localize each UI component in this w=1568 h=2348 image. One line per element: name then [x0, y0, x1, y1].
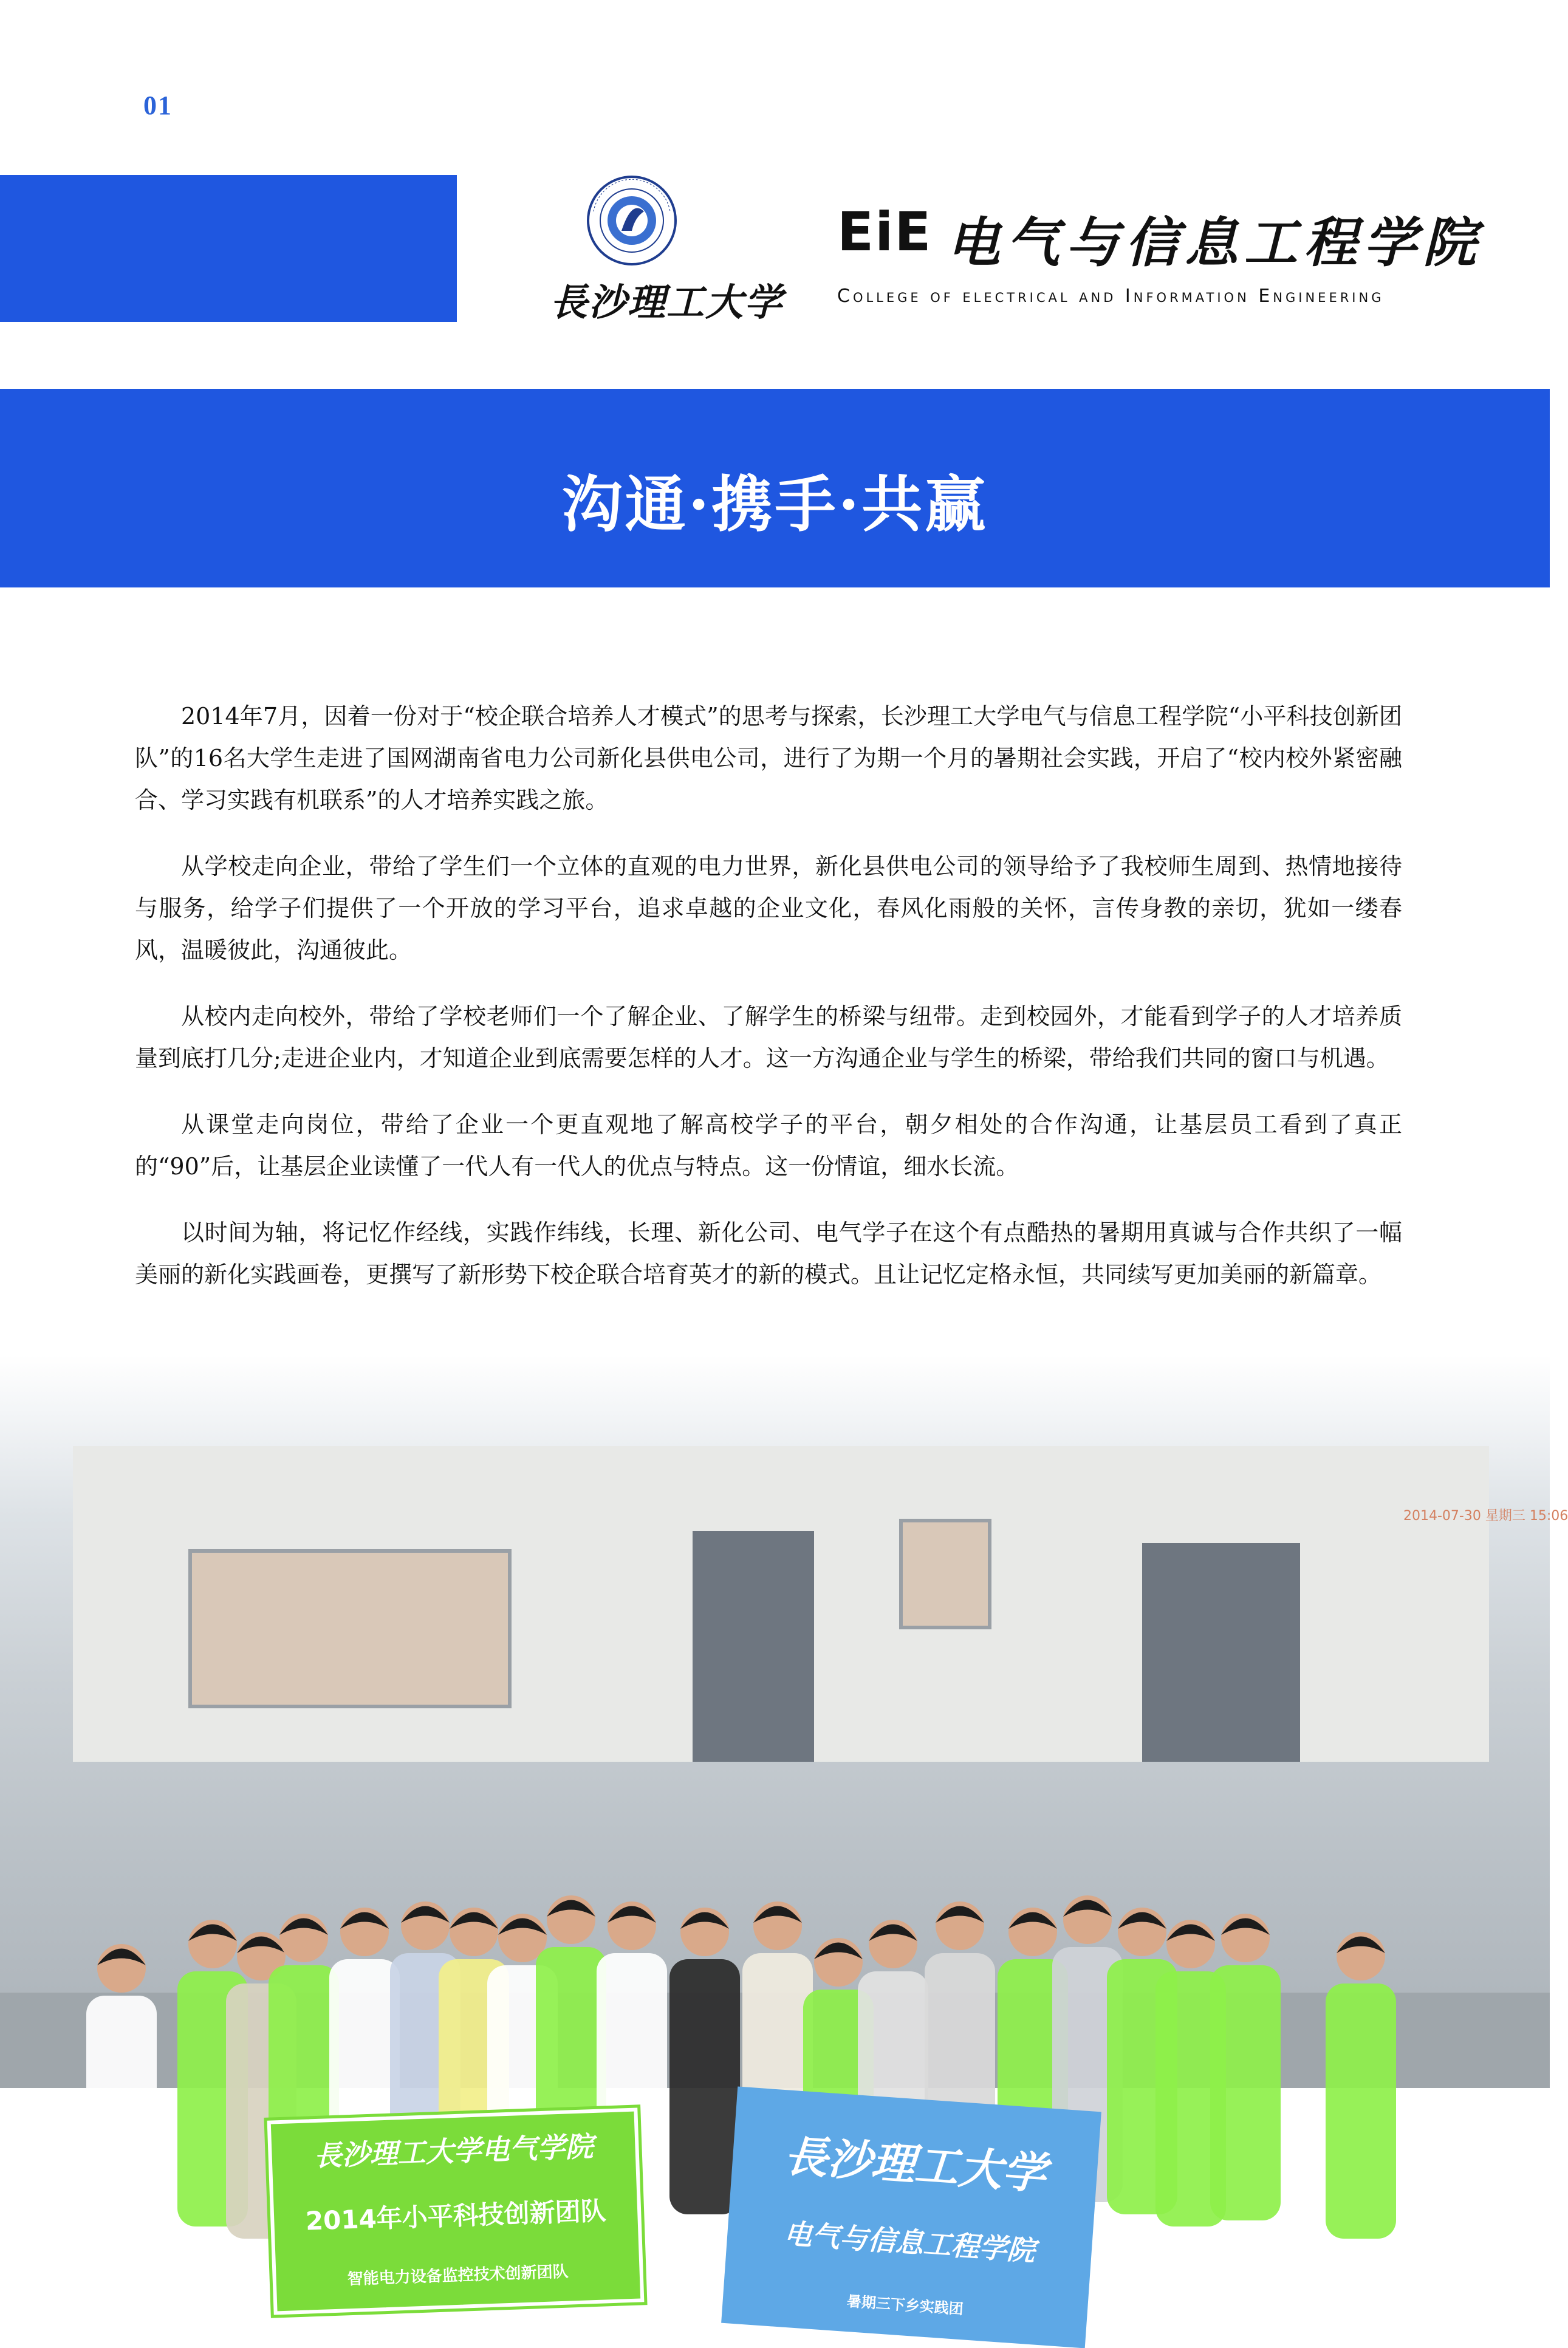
banner-title: 沟通·携手·共赢 [561, 468, 988, 540]
blue-banner-line-3: 暑期三下乡实践团 [846, 2292, 964, 2318]
photo-date-stamp: 2014-07-30 星期三 15:06 [1403, 1508, 1568, 1524]
university-name: 長沙理工大学 [550, 280, 784, 324]
person-body [86, 1996, 157, 2251]
title-banner [0, 389, 1550, 587]
person-body [669, 1959, 740, 2214]
article-body [135, 696, 1402, 1320]
university-seal-icon [586, 175, 677, 266]
article-paragraph: 从校内走向校外，带给了学校老师们一个了解企业、了解学生的桥梁与纽带。走到校园外，才能看到学子的人才培养质量到底打几分;走进企业内，才知道企业到底需要怎样的人才。这一方沟通企业与学生的桥梁，带给我们共同的窗口与机遇。 [135, 1003, 1402, 1072]
article-paragraph: 从学校走向企业，带给了学生们一个立体的直观的电力世界，新化县供电公司的领导给予了我校师生周到、热情地接待与服务，给学子们提供了一个开放的学习平台，追求卓越的企业文化，春风化雨般的关怀，言传身教的亲切，犹如一缕春风，温暖彼此，沟通彼此。 [135, 853, 1402, 964]
article-paragraph: 从课堂走向岗位，带给了企业一个更直观地了解高校学子的平台，朝夕相处的合作沟通，让基层员工看到了真正的“90”后，让基层企业读懂了一代人有一代人的优点与特点。这一份情谊，细水长流。 [135, 1111, 1402, 1180]
college-name: 电气与信息工程学院 [947, 211, 1483, 274]
blue-team-banner [721, 2087, 1101, 2348]
people-group [0, 1355, 1550, 2088]
university-logo [550, 169, 784, 324]
green-banner-line-3: 智能电力设备监控技术创新团队 [347, 2262, 569, 2289]
eie-logo: EiE [837, 200, 933, 263]
college-name-english: College of electrical and Information Engineering [837, 286, 1385, 307]
article-paragraph: 2014年7月，因着一份对于“校企联合培养人才模式”的思考与探索，长沙理工大学电气与信息工程学院“小平科技创新团队”的16名大学生走进了国网湖南省电力公司新化县供电公司，进行了为期一个月的暑期社会实践，开启了“校内校外紧密融合、学习实践有机联系”的人才培养实践之旅。 [135, 703, 1402, 813]
blue-banner-line-1: 長沙理工大学 [782, 2130, 1048, 2200]
green-banner-line-2: 2014年小平科技创新团队 [305, 2196, 607, 2236]
green-banner-line-1: 長沙理工大学电气学院 [313, 2130, 594, 2173]
person-body [1326, 1983, 1396, 2239]
group-photo [0, 1355, 1568, 2318]
article-paragraph: 以时间为轴，将记忆作经线，实践作纬线，长理、新化公司、电气学子在这个有点酷热的暑期用真诚与合作共织了一幅美丽的新化实践画卷，更撰写了新形势下校企联合培育英才的新的模式。且让记忆定格永恒，共同续写更加美丽的新篇章。 [135, 1219, 1402, 1288]
person-body [1210, 1965, 1281, 2220]
page-number: 01 [143, 91, 173, 120]
college-logo [837, 200, 1483, 310]
blue-banner-line-2: 电气与信息工程学院 [782, 2217, 1036, 2268]
green-team-banner [264, 2104, 647, 2318]
header-accent-bar [0, 175, 457, 322]
